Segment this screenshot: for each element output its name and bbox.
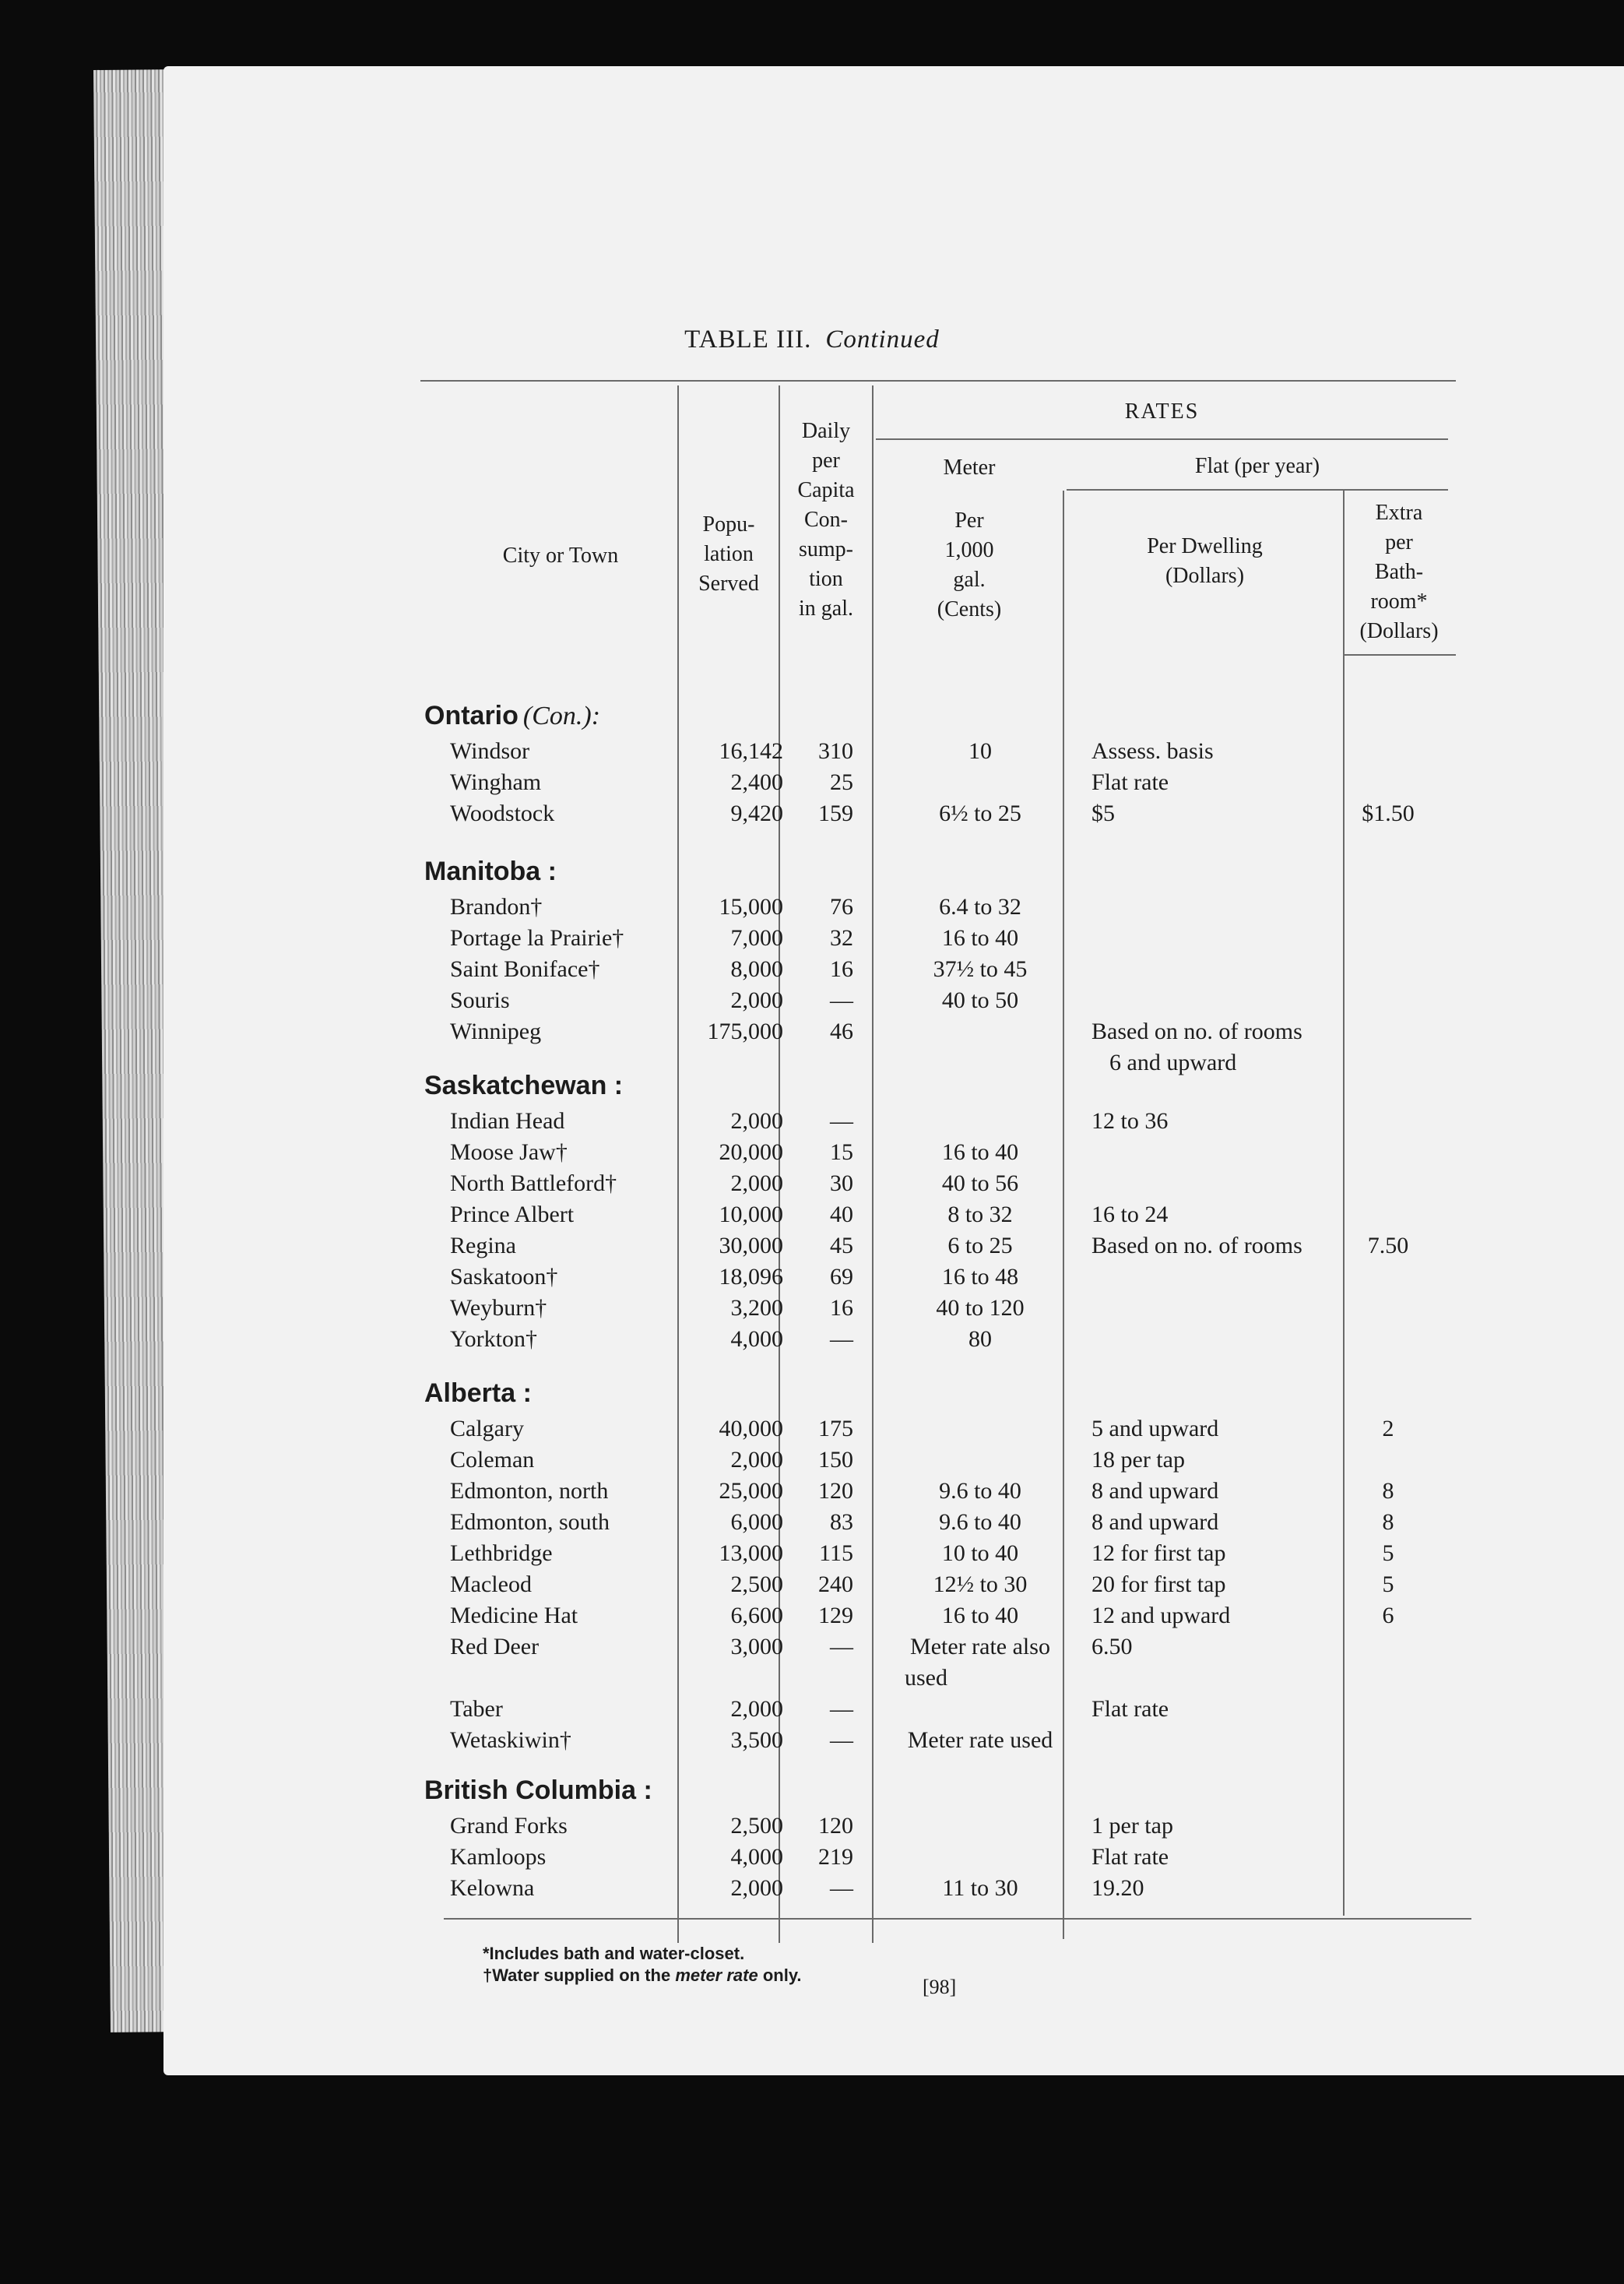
consumption-value: 16 bbox=[830, 1295, 853, 1321]
consumption-value: 30 bbox=[830, 1170, 853, 1196]
flat-rate-dwelling: Flat rate bbox=[1091, 1844, 1169, 1870]
table-row bbox=[0, 894, 1624, 925]
population-value: 16,142 bbox=[719, 738, 783, 764]
city-name: Wetaskiwin† bbox=[450, 1727, 571, 1753]
flat-rate-dwelling: Flat rate bbox=[1091, 1696, 1169, 1722]
table-title: TABLE III. Continued bbox=[684, 326, 940, 354]
rates-underline bbox=[876, 438, 1448, 440]
consumption-value: 69 bbox=[830, 1264, 853, 1290]
meter-rate: 80 bbox=[968, 1326, 992, 1352]
flat-rate-dwelling: Flat rate bbox=[1091, 769, 1169, 795]
header-top-rule bbox=[420, 380, 1456, 382]
table-row bbox=[0, 987, 1624, 1019]
meter-rate-cont: used bbox=[905, 1665, 947, 1691]
population-value: 6,600 bbox=[730, 1603, 783, 1628]
table-row bbox=[0, 1295, 1624, 1326]
city-name: Moose Jaw† bbox=[450, 1139, 568, 1165]
population-value: 4,000 bbox=[730, 1326, 783, 1352]
flat-rate-dwelling: 18 per tap bbox=[1091, 1447, 1185, 1473]
table-row bbox=[0, 1478, 1624, 1509]
table-row bbox=[0, 769, 1624, 801]
population-value: 3,000 bbox=[730, 1634, 783, 1659]
table-row bbox=[0, 1696, 1624, 1727]
table-row bbox=[0, 1108, 1624, 1139]
city-name: Saint Boniface† bbox=[450, 956, 600, 982]
consumption-value: 25 bbox=[830, 769, 853, 795]
table-row-continuation bbox=[0, 1050, 1624, 1081]
flat-rate-dwelling: 8 and upward bbox=[1091, 1509, 1219, 1535]
meter-rate: 40 to 50 bbox=[941, 987, 1019, 1013]
footnotes bbox=[483, 1943, 802, 1987]
consumption-value: — bbox=[830, 1875, 853, 1901]
flat-underline bbox=[1067, 489, 1448, 491]
city-name: Medicine Hat bbox=[450, 1603, 578, 1628]
table-row bbox=[0, 1509, 1624, 1540]
consumption-value: — bbox=[830, 1326, 853, 1352]
population-value: 18,096 bbox=[719, 1264, 783, 1290]
population-value: 9,420 bbox=[730, 801, 783, 826]
city-name: Winnipeg bbox=[450, 1019, 542, 1044]
population-value: 2,000 bbox=[730, 1170, 783, 1196]
flat-rate-dwelling: 20 for first tap bbox=[1091, 1571, 1226, 1597]
consumption-value: 46 bbox=[830, 1019, 853, 1044]
consumption-value: 115 bbox=[819, 1540, 853, 1566]
extra-bathroom-rate: 5 bbox=[1382, 1571, 1394, 1597]
population-value: 7,000 bbox=[730, 925, 783, 951]
city-name: Saskatoon† bbox=[450, 1264, 558, 1290]
province-heading: Alberta : bbox=[424, 1378, 532, 1408]
population-value: 40,000 bbox=[719, 1416, 783, 1441]
meter-rate: 10 to 40 bbox=[941, 1540, 1019, 1566]
flat-rate-dwelling: 8 and upward bbox=[1091, 1478, 1219, 1504]
flat-rate-dwelling: 5 and upward bbox=[1091, 1416, 1219, 1441]
header-rates: RATES bbox=[1124, 399, 1200, 424]
population-value: 25,000 bbox=[719, 1478, 783, 1504]
table-row bbox=[0, 1447, 1624, 1478]
consumption-value: — bbox=[830, 1108, 853, 1134]
table-row bbox=[0, 801, 1624, 832]
population-value: 4,000 bbox=[730, 1844, 783, 1870]
city-name: Prince Albert bbox=[450, 1202, 575, 1227]
flat-rate-dwelling: Based on no. of rooms bbox=[1091, 1233, 1302, 1258]
meter-rate: 6.4 to 32 bbox=[939, 894, 1021, 920]
meter-rate: 40 to 120 bbox=[936, 1295, 1025, 1321]
city-name: Edmonton, south bbox=[450, 1509, 610, 1535]
city-name: Macleod bbox=[450, 1571, 532, 1597]
meter-rate: 8 to 32 bbox=[947, 1202, 1013, 1227]
consumption-value: 83 bbox=[830, 1509, 853, 1535]
province-heading: Saskatchewan : bbox=[424, 1071, 624, 1100]
table-row bbox=[0, 738, 1624, 769]
city-name: Windsor bbox=[450, 738, 530, 764]
footnote-meter: †Water supplied on the meter rate only. bbox=[483, 1966, 802, 1985]
flat-rate-dwelling: 19.20 bbox=[1091, 1875, 1144, 1901]
consumption-value: 15 bbox=[830, 1139, 853, 1165]
flat-rate-dwelling: 12 and upward bbox=[1091, 1603, 1231, 1628]
table-row bbox=[0, 1540, 1624, 1571]
extra-bathroom-rate: 7.50 bbox=[1367, 1233, 1409, 1258]
population-value: 2,000 bbox=[730, 1875, 783, 1901]
flat-rate-dwelling: 12 to 36 bbox=[1091, 1108, 1169, 1134]
meter-rate: 12½ to 30 bbox=[933, 1571, 1028, 1597]
table-row bbox=[0, 1019, 1624, 1050]
consumption-value: — bbox=[830, 987, 853, 1013]
header-meter: Meter bbox=[943, 456, 996, 480]
province-heading: Manitoba : bbox=[424, 857, 557, 886]
city-name: Red Deer bbox=[450, 1634, 540, 1659]
table-row-continuation bbox=[0, 1665, 1624, 1696]
city-name: Kamloops bbox=[450, 1844, 547, 1870]
flat-rate-dwelling: 12 for first tap bbox=[1091, 1540, 1226, 1566]
consumption-value: 310 bbox=[818, 738, 853, 764]
page-number: [98] bbox=[923, 1976, 957, 1998]
population-value: 30,000 bbox=[719, 1233, 783, 1258]
meter-rate: 10 bbox=[968, 738, 992, 764]
table-row bbox=[0, 1202, 1624, 1233]
extra-bathroom-rate: 5 bbox=[1382, 1540, 1394, 1566]
population-value: 2,000 bbox=[730, 987, 783, 1013]
header-meter-sub: Per 1,000 gal. (Cents) bbox=[937, 509, 1002, 621]
consumption-value: 76 bbox=[830, 894, 853, 920]
meter-rate: 6½ to 25 bbox=[939, 801, 1021, 826]
city-name: Brandon† bbox=[450, 894, 543, 920]
header-consumption: Daily per Capita Con- sump- tion in gal. bbox=[797, 419, 855, 621]
city-name: Edmonton, north bbox=[450, 1478, 609, 1504]
consumption-value: 16 bbox=[830, 956, 853, 982]
header-per-dwelling: Per Dwelling (Dollars) bbox=[1147, 534, 1263, 588]
table-row bbox=[0, 1727, 1624, 1758]
table-row bbox=[0, 1139, 1624, 1170]
header-bottom-rule bbox=[1343, 654, 1456, 656]
population-value: 3,200 bbox=[730, 1295, 783, 1321]
table-row bbox=[0, 1813, 1624, 1844]
meter-rate: 16 to 48 bbox=[941, 1264, 1019, 1290]
meter-rate: 6 to 25 bbox=[947, 1233, 1013, 1258]
table-row bbox=[0, 925, 1624, 956]
population-value: 8,000 bbox=[730, 956, 783, 982]
population-value: 20,000 bbox=[719, 1139, 783, 1165]
extra-bathroom-rate: 8 bbox=[1382, 1509, 1394, 1535]
meter-rate: 9.6 to 40 bbox=[939, 1478, 1021, 1504]
flat-rate-dwelling: 1 per tap bbox=[1091, 1813, 1173, 1839]
population-value: 6,000 bbox=[730, 1509, 783, 1535]
consumption-value: 150 bbox=[818, 1447, 853, 1473]
consumption-value: 159 bbox=[818, 801, 853, 826]
meter-rate: 11 to 30 bbox=[942, 1875, 1018, 1901]
meter-rate: Meter rate used bbox=[907, 1727, 1053, 1753]
consumption-value: 175 bbox=[818, 1416, 853, 1441]
city-name: Souris bbox=[450, 987, 510, 1013]
table-row bbox=[0, 956, 1624, 987]
extra-bathroom-rate: 8 bbox=[1382, 1478, 1394, 1504]
city-name: Wingham bbox=[450, 769, 542, 795]
meter-rate: 16 to 40 bbox=[941, 1603, 1019, 1628]
table-row bbox=[0, 1603, 1624, 1634]
table-bottom-rule bbox=[444, 1918, 1471, 1920]
meter-rate: 9.6 to 40 bbox=[939, 1509, 1021, 1535]
flat-rate-dwelling: $5 bbox=[1091, 801, 1115, 826]
header-population: Popu- lation Served bbox=[698, 512, 759, 596]
consumption-value: — bbox=[830, 1634, 853, 1659]
consumption-value: 120 bbox=[818, 1813, 853, 1839]
population-value: 15,000 bbox=[719, 894, 783, 920]
table-row bbox=[0, 1571, 1624, 1603]
flat-rate-dwelling: 6.50 bbox=[1091, 1634, 1133, 1659]
meter-rate: 37½ to 45 bbox=[933, 956, 1028, 982]
city-name: Portage la Prairie† bbox=[450, 925, 624, 951]
population-value: 2,000 bbox=[730, 1108, 783, 1134]
consumption-value: 40 bbox=[830, 1202, 853, 1227]
city-name: Kelowna bbox=[450, 1875, 535, 1901]
footnote-bath: *Includes bath and water-closet. bbox=[483, 1944, 745, 1963]
table-row bbox=[0, 1264, 1624, 1295]
consumption-value: — bbox=[830, 1727, 853, 1753]
header-extra-bath: Extra per Bath- room* (Dollars) bbox=[1359, 501, 1439, 643]
flat-rate-dwelling: Assess. basis bbox=[1091, 738, 1214, 764]
city-name: Taber bbox=[450, 1696, 503, 1722]
extra-bathroom-rate: 2 bbox=[1382, 1416, 1394, 1441]
consumption-value: — bbox=[830, 1696, 853, 1722]
population-value: 2,000 bbox=[730, 1447, 783, 1473]
meter-rate: 16 to 40 bbox=[941, 1139, 1019, 1165]
header-city: City or Town bbox=[502, 544, 619, 568]
table-row bbox=[0, 1416, 1624, 1447]
header-flat: Flat (per year) bbox=[1194, 454, 1320, 478]
table-row bbox=[0, 1326, 1624, 1357]
population-value: 2,000 bbox=[730, 1696, 783, 1722]
extra-bathroom-rate: $1.50 bbox=[1362, 801, 1415, 826]
population-value: 10,000 bbox=[719, 1202, 783, 1227]
consumption-value: 120 bbox=[818, 1478, 853, 1504]
consumption-value: 32 bbox=[830, 925, 853, 951]
city-name: Yorkton† bbox=[450, 1326, 537, 1352]
city-name: Weyburn† bbox=[450, 1295, 547, 1321]
city-name: Lethbridge bbox=[450, 1540, 553, 1566]
population-value: 2,500 bbox=[730, 1571, 783, 1597]
table-row bbox=[0, 1844, 1624, 1875]
table-row bbox=[0, 1170, 1624, 1202]
population-value: 2,500 bbox=[730, 1813, 783, 1839]
city-name: Calgary bbox=[450, 1416, 524, 1441]
city-name: Regina bbox=[450, 1233, 516, 1258]
province-heading: British Columbia : bbox=[424, 1775, 652, 1805]
city-name: Indian Head bbox=[450, 1108, 565, 1134]
population-value: 13,000 bbox=[719, 1540, 783, 1566]
city-name: North Battleford† bbox=[450, 1170, 617, 1196]
meter-rate: 40 to 56 bbox=[941, 1170, 1019, 1196]
table-row bbox=[0, 1233, 1624, 1264]
table-row bbox=[0, 1634, 1624, 1665]
consumption-value: 219 bbox=[818, 1844, 853, 1870]
table-row bbox=[0, 1875, 1624, 1906]
city-name: Grand Forks bbox=[450, 1813, 568, 1839]
flat-rate-dwelling-cont: 6 and upward bbox=[1109, 1050, 1237, 1075]
city-name: Woodstock bbox=[450, 801, 555, 826]
consumption-value: 240 bbox=[818, 1571, 853, 1597]
population-value: 175,000 bbox=[707, 1019, 783, 1044]
population-value: 2,400 bbox=[730, 769, 783, 795]
population-value: 3,500 bbox=[730, 1727, 783, 1753]
extra-bathroom-rate: 6 bbox=[1382, 1603, 1394, 1628]
meter-rate: 16 to 40 bbox=[941, 925, 1019, 951]
flat-rate-dwelling: Based on no. of rooms bbox=[1091, 1019, 1302, 1044]
city-name: Coleman bbox=[450, 1447, 535, 1473]
consumption-value: 129 bbox=[818, 1603, 853, 1628]
province-heading: Ontario (Con.): bbox=[424, 701, 601, 730]
consumption-value: 45 bbox=[830, 1233, 853, 1258]
meter-rate: Meter rate also bbox=[910, 1634, 1050, 1659]
flat-rate-dwelling: 16 to 24 bbox=[1091, 1202, 1169, 1227]
